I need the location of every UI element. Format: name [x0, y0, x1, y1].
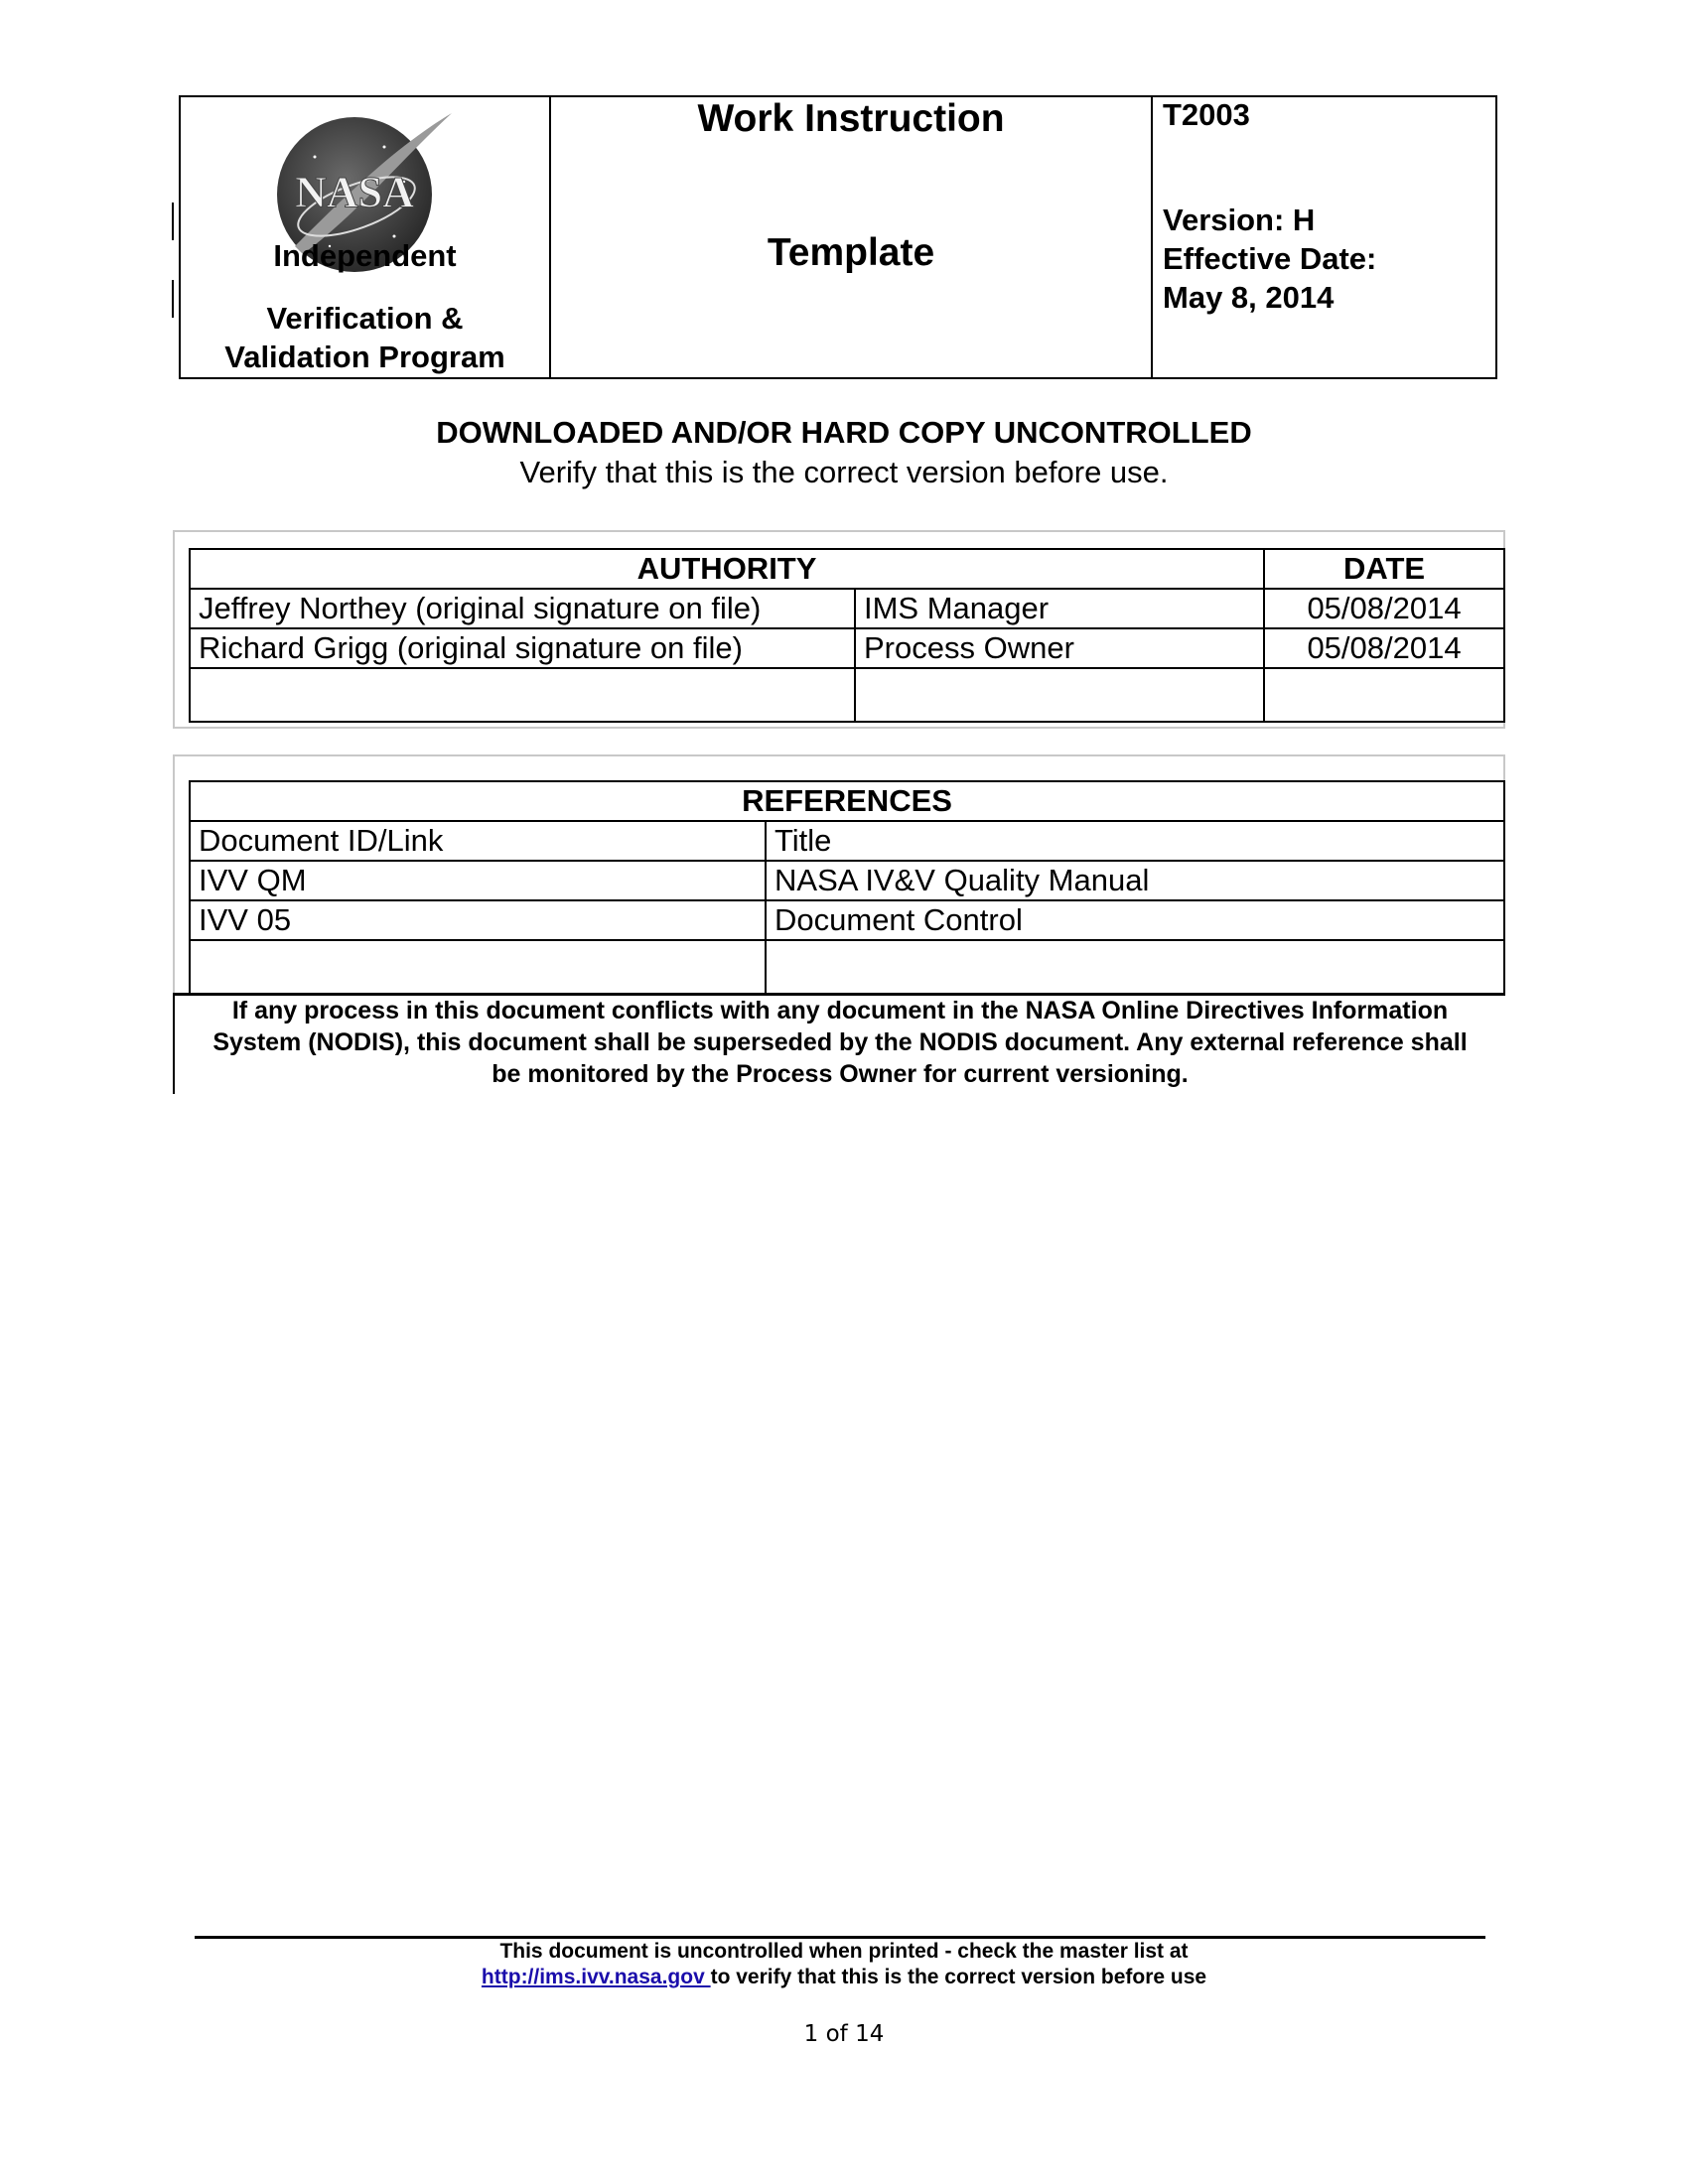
signature-date: 05/08/2014: [1264, 628, 1504, 668]
table-row: [190, 900, 1504, 940]
conflict-note-line1: If any process in this document conflicts with any document in the NASA Online Directives Information: [231, 997, 1449, 1024]
table-row: [190, 861, 1504, 900]
org-name-line2b: Validation Program: [224, 340, 505, 374]
footer-verify-text: to verify that this is the correct version before use: [710, 1966, 1207, 1988]
reference-id: IVV 05: [190, 900, 766, 940]
document-id: T2003: [1163, 97, 1250, 132]
references-column-row: [190, 821, 1504, 861]
signatory-name: Richard Grigg (original signature on file): [190, 628, 855, 668]
table-row-empty: [190, 668, 1504, 722]
references-heading: REFERENCES: [190, 781, 1504, 821]
org-name-line2a: Verification &: [266, 301, 464, 336]
footer-uncontrolled-note: This document is uncontrolled when printed - check the master list at: [499, 1940, 1189, 1963]
master-list-link[interactable]: http://ims.ivv.nasa.gov: [481, 1966, 711, 1988]
column-header-title: Title: [766, 821, 1504, 861]
effective-date-value: May 8, 2014: [1163, 280, 1335, 315]
version-block: [1163, 201, 1376, 317]
conflict-note-line2: System (NODIS), this document shall be superseded by the NODIS document. Any external reference shall: [212, 1028, 1468, 1056]
org-name-line2: [181, 299, 549, 376]
header-info-cell: [1153, 97, 1495, 377]
date-heading: DATE: [1264, 549, 1504, 589]
authority-heading: AUTHORITY: [190, 549, 1264, 589]
page-number: 1 of 14: [803, 2021, 885, 2047]
reference-title: NASA IV&V Quality Manual: [766, 861, 1504, 900]
authority-header-row: [190, 549, 1504, 589]
signatory-role: IMS Manager: [855, 589, 1264, 628]
table-row-empty: [190, 940, 1504, 994]
signature-date: 05/08/2014: [1264, 589, 1504, 628]
references-header-row: [190, 781, 1504, 821]
empty-cell: [1264, 668, 1504, 722]
org-name-line1: Independent: [273, 238, 457, 273]
margin-mark: [172, 203, 174, 240]
header-logo-cell: [181, 97, 551, 377]
reference-id: IVV QM: [190, 861, 766, 900]
verify-version-notice: Verify that this is the correct version before use.: [519, 455, 1169, 489]
document-type: Work Instruction: [697, 97, 1005, 140]
empty-cell: [190, 668, 855, 722]
authority-table: [189, 548, 1505, 723]
footer-divider: [195, 1936, 1485, 1939]
nodis-conflict-note: [175, 995, 1505, 1090]
table-row: [190, 589, 1504, 628]
references-table: [189, 780, 1505, 995]
conflict-note-line3: be monitored by the Process Owner for current versioning.: [492, 1060, 1189, 1088]
reference-title: Document Control: [766, 900, 1504, 940]
uncontrolled-notice: DOWNLOADED AND/OR HARD COPY UNCONTROLLED: [436, 415, 1252, 450]
logo-wordmark: NASA: [295, 168, 414, 216]
empty-cell: [190, 940, 766, 994]
signatory-role: Process Owner: [855, 628, 1264, 668]
document-header: [179, 95, 1497, 379]
signatory-name: Jeffrey Northey (original signature on file): [190, 589, 855, 628]
effective-date-label: Effective Date:: [1163, 241, 1377, 276]
version-label: Version: H: [1163, 203, 1316, 237]
empty-cell: [855, 668, 1264, 722]
empty-cell: [766, 940, 1504, 994]
document-title: Template: [767, 231, 935, 274]
margin-mark: [172, 280, 174, 318]
column-header-document-id: Document ID/Link: [190, 821, 766, 861]
header-title-cell: [551, 97, 1153, 377]
footer-verify-note: [0, 1966, 1688, 1989]
table-row: [190, 628, 1504, 668]
